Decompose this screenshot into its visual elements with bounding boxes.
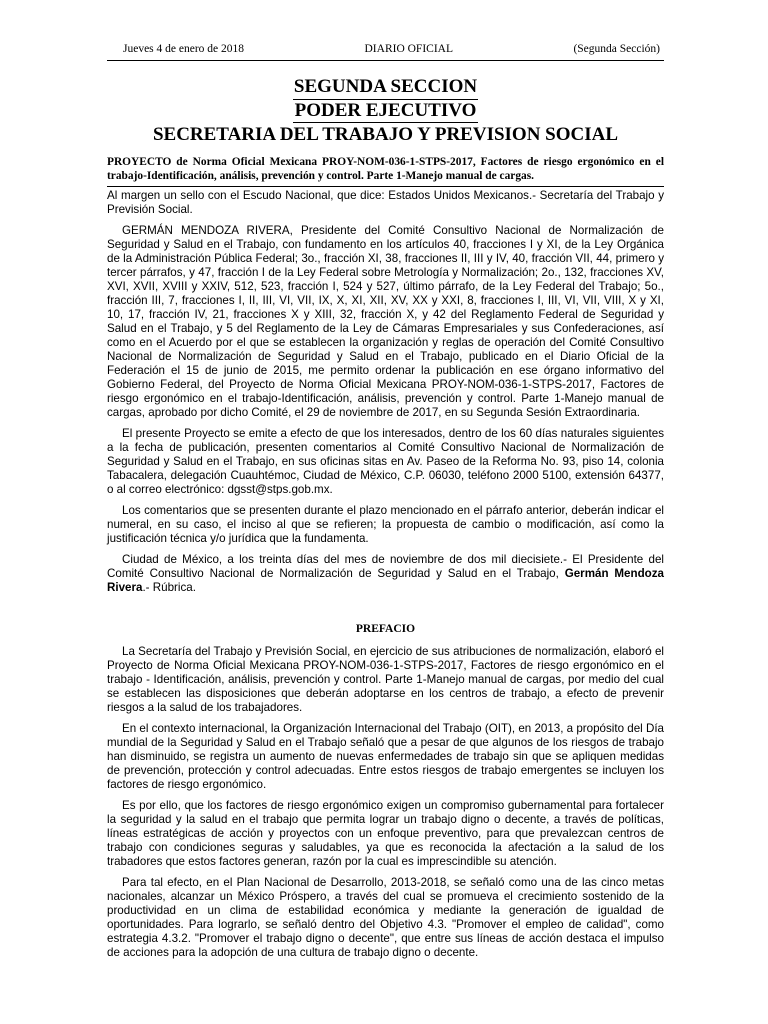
prefacio-paragraph-3: Es por ello, que los factores de riesgo ergonómico exigen un compromiso gubernamental para fortalecer la seguridad y la salud en el trabajo que permita lograr un trabajo digno o decente, a través de políticas, líneas estratégicas de acción y proyectos con un enfoque preventivo, para que prevalezcan centros de trabajo con condiciones seguras y saludables, ya que es reconocida la afectación a la salud de los trabadores que estos factores generan, razón por la cual es imprescindible su atención. [107,799,664,868]
intro-body [107,189,664,595]
signature-text: Ciudad de México, a los treinta días del mes de noviembre de dos mil diecisiete.- El Presidente del Comité Consultivo Nacional de Normalización de Seguridad y Salud en el Trabajo, [107,553,664,580]
prefacio-paragraph-4: Para tal efecto, en el Plan Nacional de Desarrollo, 2013-2018, se señaló como una de las cinco metas nacionales, alcanzar un México Próspero, a través del cual se promueva el crecimiento sostenido de la productividad en un clima de estabilidad económica y mediante la generación de igualdad de oportunidades. Para lograrlo, se señaló dentro del Objetivo 4.3. "Promover el empleo de calidad", como estrategia 4.3.2. "Promover el trabajo digno o decente", que entre sus líneas de acción destaca el impulso de acciones para la adopción de una cultura de trabajo digno o decente. [107,876,664,959]
proyecto-heading: PROYECTO de Norma Oficial Mexicana PROY-NOM-036-1-STPS-2017, Factores de riesgo ergonómico en el trabajo-Identificación, análisis, prevención y control. Parte 1-Manejo manual de cargas. [107,155,664,187]
running-header [107,40,664,61]
prefacio-paragraph-1: La Secretaría del Trabajo y Previsión Social, en ejercicio de sus atribuciones de normalización, elaboró el Proyecto de Norma Oficial Mexicana PROY-NOM-036-1-STPS-2017, Factores de riesgo ergonómico en el trabajo - Identificación, análisis, prevención y control. Parte 1-Manejo manual de cargas, por medio del cual se establecen las disposiciones que deberán adoptarse en los centros de trabajo, a efecto de prevenir riesgos a la salud de los trabajadores. [107,645,664,714]
signer-name: Germán Mendoza Rivera [107,567,664,594]
seal-paragraph: Al margen un sello con el Escudo Nacional, que dice: Estados Unidos Mexicanos.- Secretaría del Trabajo y Previsión Social. [107,189,664,216]
section-heading: SEGUNDA SECCION [293,76,478,97]
ministry-heading: SECRETARIA DEL TRABAJO Y PREVISION SOCIAL [152,124,619,145]
prefacio-paragraph-2: En el contexto internacional, la Organización Internacional del Trabajo (OIT), en 2013, a propósito del Día mundial de la Seguridad y Salud en el Trabajo señaló que a pesar de que algunos de los riesgos de trabajo han disminuido, se registra un aumento de nuevas enfermedades de trabajo sin que se apliquen medidas de prevención, protección y control adecuadas. Entre estos riesgos de trabajo emergentes se incluyen los factores de riesgo ergonómico. [107,722,665,791]
branch-heading: PODER EJECUTIVO [294,100,477,121]
prefacio-body [107,645,664,960]
title-block [107,75,664,147]
document-page [107,40,664,960]
signature-rubrica: .- Rúbrica. [142,581,196,594]
header-publication: DIARIO OFICIAL [364,43,453,55]
intro-paragraph-1: GERMÁN MENDOZA RIVERA, Presidente del Comité Consultivo Nacional de Normalización de Seguridad y Salud en el Trabajo, con fundamento en los artículos 40, fracciones I y XI, de la Ley Orgánica de la Administración Pública Federal; 3o., fracción XI, 38, fracciones II, III y IV, 40, fracción VII, 44, primero y tercer párrafos, y 47, fracción I de la Ley Federal sobre Metrología y Normalización; 2o., 132, fracciones XV, XVI, XVII, XVIII y XXIV, 512, 523, fracción I, 524 y 527, último párrafo, de la Ley Federal del Trabajo; 5o., fracción III, 7, fracciones I, II, III, VI, VII, IX, X, XI, XII, XV, XX y XXI, 8, fracciones I, III, VI, VII, VIII, X y XI, 10, 17, fracción IV, 21, fracciones X y XIII, 32, fracción X, y 42 del Reglamento Federal de Seguridad y Salud en el Trabajo, y 5 del Reglamento de la Ley de Cámaras Empresariales y sus Confederaciones, así como en el Acuerdo por el que se establecen la organización y reglas de operación del Comité Consultivo Nacional de Normalización de Seguridad y Salud en el Trabajo, publicado en el Diario Oficial de la Federación el 15 de junio de 2015, me permito ordenar la publicación en ese órgano informativo del Gobierno Federal, del Proyecto de Norma Oficial Mexicana PROY-NOM-036-1-STPS-2017, Factores de riesgo ergonómico en el trabajo-Identificación, análisis, prevención y control. Parte 1-Manejo manual de cargas, aprobado por dicho Comité, el 29 de noviembre de 2017, en su Segunda Sesión Extraordinaria. [107,224,664,419]
header-section: (Segunda Sección) [573,43,660,55]
signature-paragraph [107,553,664,595]
header-date: Jueves 4 de enero de 2018 [123,43,245,55]
prefacio-title: PREFACIO [355,623,416,635]
intro-paragraph-2: El presente Proyecto se emite a efecto de que los interesados, dentro de los 60 días naturales siguientes a la fecha de publicación, presenten comentarios al Comité Consultivo Nacional de Normalización de Seguridad y Salud en el Trabajo, en sus oficinas sitas en Av. Paseo de la Reforma No. 93, piso 14, colonia Tabacalera, delegación Cuauhtémoc, Ciudad de México, C.P. 06030, teléfono 2000 5100, extensión 64377, o al correo electrónico: dgsst@stps.gob.mx. [107,427,664,496]
intro-paragraph-3: Los comentarios que se presenten durante el plazo mencionado en el párrafo anterior, deberán indicar el numeral, en su caso, el inciso al que se refieren; la propuesta de cambio o modificación, así como la justificación técnica y/o jurídica que la fundamenta. [107,504,664,545]
